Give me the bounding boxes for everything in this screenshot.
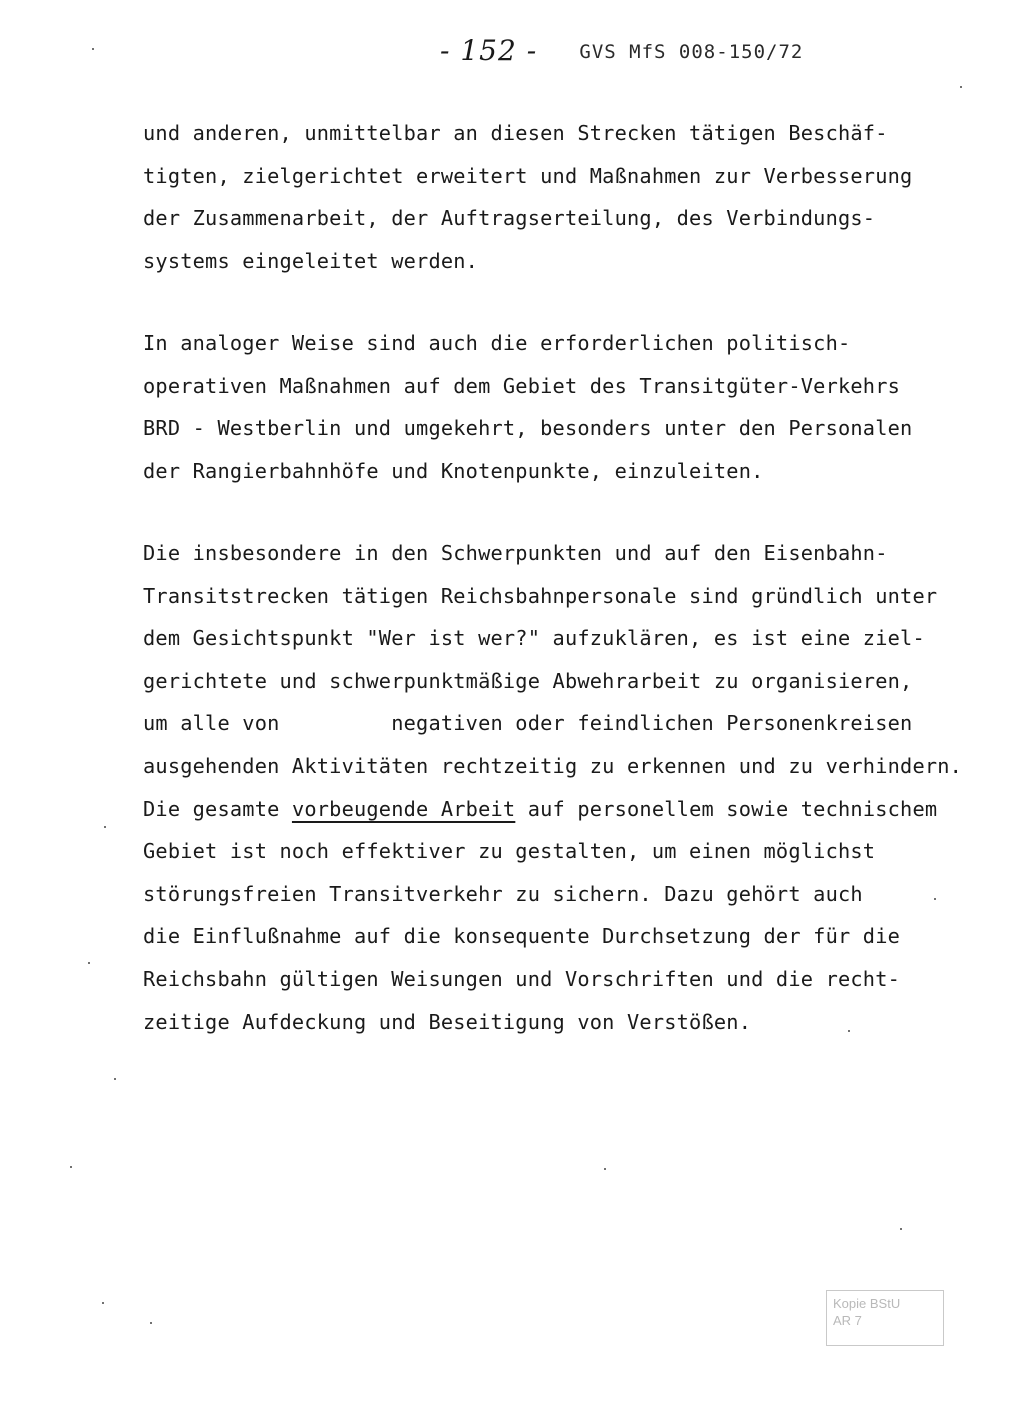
archive-stamp [826,1290,944,1346]
text-line-with-underline [143,788,1003,831]
text-line: Transitstrecken tätigen Reichsbahnpersonale sind gründlich unter [143,583,938,608]
text-line: Gebiet ist noch effektiver zu gestalten, um einen möglichst [143,839,876,864]
text-line: ausgehenden Aktivitäten rechtzeitig zu erkennen und zu verhindern. [143,753,963,778]
paragraph-2 [143,322,1003,492]
text-line: der Zusammenarbeit, der Auftragserteilung, des Verbindungs- [143,206,876,231]
stamp-line: Kopie BStU [833,1296,901,1311]
text-line: der Rangierbahnhöfe und Knotenpunkte, einzuleiten. [143,458,764,483]
text-line: störungsfreien Transitverkehr zu sichern. Dazu gehört auch [143,881,863,906]
text-line: Die insbesondere in den Schwerpunkten und auf den Eisenbahn- [143,541,888,565]
text-line: Reichsbahn gültigen Weisungen und Vorschriften und die recht- [143,966,901,991]
page-header [440,32,803,65]
text-line: zeitige Aufdeckung und Beseitigung von Verstößen. [143,1009,752,1034]
text-line: gerichtete und schwerpunktmäßige Abwehrarbeit zu organisieren, [143,668,913,693]
document-reference: GVS MfS 008-150/72 [579,41,804,63]
paragraph-1 [143,112,1003,282]
stamp-line: AR 7 [833,1313,862,1328]
text-line: BRD - Westberlin und umgekehrt, besonders unter den Personalen [143,416,913,441]
text-line: operativen Maßnahmen auf dem Gebiet des Transitgüter-Verkehrs [143,373,901,398]
text-segment: auf personellem sowie technischem [515,796,938,821]
text-segment: Die gesamte [143,796,292,821]
underlined-phrase: vorbeugende Arbeit [291,796,516,821]
text-line: und anderen, unmittelbar an diesen Strecken tätigen Beschäf- [143,121,888,145]
page-number: - 152 - [440,34,538,67]
text-line: systems eingeleitet werden. [143,248,479,273]
text-line: um alle von negativen oder feindlichen Personenkreisen [143,711,913,736]
text-line: dem Gesichtspunkt "Wer ist wer?" aufzuklären, es ist eine ziel- [143,626,925,651]
paragraph-3 [143,532,1003,1043]
text-line: die Einflußnahme auf die konsequente Durchsetzung der für die [143,924,901,949]
text-line: tigten, zielgerichtet erweitert und Maßnahmen zur Verbesserung [143,163,913,188]
text-line: In analoger Weise sind auch die erforderlichen politisch- [143,331,851,355]
